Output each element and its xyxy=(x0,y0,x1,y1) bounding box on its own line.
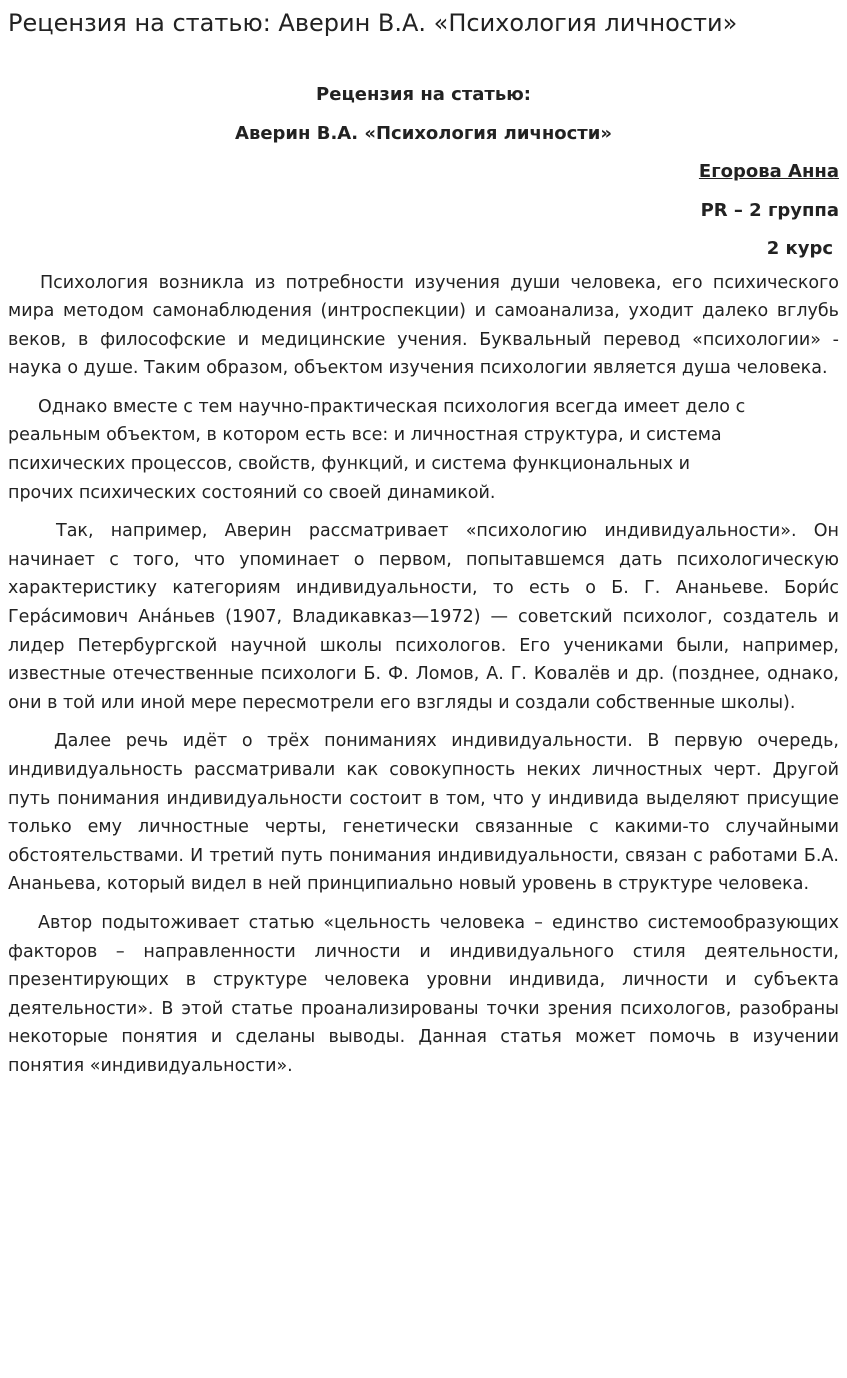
review-heading xyxy=(8,76,839,269)
heading-line-2: Аверин В.А. «Психология личности» xyxy=(235,122,612,144)
page-title: Рецензия на статью: Аверин В.А. «Психология личности» xyxy=(8,9,738,37)
group-line: PR – 2 группа xyxy=(700,199,839,221)
paragraph-5: Автор подытоживает статью «цельность человека – единство системообразующих факторов – направленности личности и индивидуального стиля деятельности, презентирующих в структуре человека уровни индивида, личности и субъекта деятельности». В этой статье проанализированы точки зрения психологов, разобраны некоторые понятия и сделаны выводы. Данная статья может помочь в изучении понятия «индивидуальности». xyxy=(8,912,839,1076)
paragraph-1: Психология возникла из потребности изучения души человека, его психического мира методом самонаблюдения (интроспекции) и самоанализа, уходит далеко вглубь веков, в философские и медицинские учения. Буквальный перевод «психологии» - наука о душе. Таким образом, объектом изучения психологии является душа человека. xyxy=(8,272,839,379)
paragraph-2: Однако вместе с тем научно-практическая психология всегда имеет дело с реальным объектом, в котором есть все: и личностная структура, и система психических процессов, свойств, функций, и система функциональных и прочих психических состояний со своей динамикой. xyxy=(8,396,746,503)
paragraph-3: Так, например, Аверин рассматривает «психологию индивидуальности». Он начинает с того, что упоминает о первом, попытавшемся дать психологическую характеристику категориям индивидуальности, то есть о Б. Г. Ананьеве. Бори́с Гера́симович Ана́ньев (1907, Владикавказ—1972) — советский психолог, создатель и лидер Петербургской научной школы психологов. Его учениками были, например, известные отечественные психологи Б. Ф. Ломов, А. Г. Ковалёв и др. (позднее, однако, они в той или иной мере пересмотрели его взгляды и создали собственные школы). xyxy=(8,521,839,713)
author-name: Егорова Анна xyxy=(698,161,839,182)
paragraph-4: Далее речь идёт о трёх пониманиях индивидуальности. В первую очередь, индивидуальность рассматривали как совокупность неких личностных черт. Другой путь понимания индивидуальности состоит в том, что у индивида выделяют присущие только ему личностные черты, генетически связанные с какими-то случайными обстоятельствами. И третий путь понимания индивидуальности, связан с работами Б.А. Ананьева, который видел в ней принципиально новый уровень в структуре человека. xyxy=(8,731,839,895)
author-line xyxy=(8,153,839,192)
course-line: 2 курс xyxy=(766,238,833,259)
review-body xyxy=(8,269,839,1081)
heading-line-1: Рецензия на статью: xyxy=(316,84,531,105)
